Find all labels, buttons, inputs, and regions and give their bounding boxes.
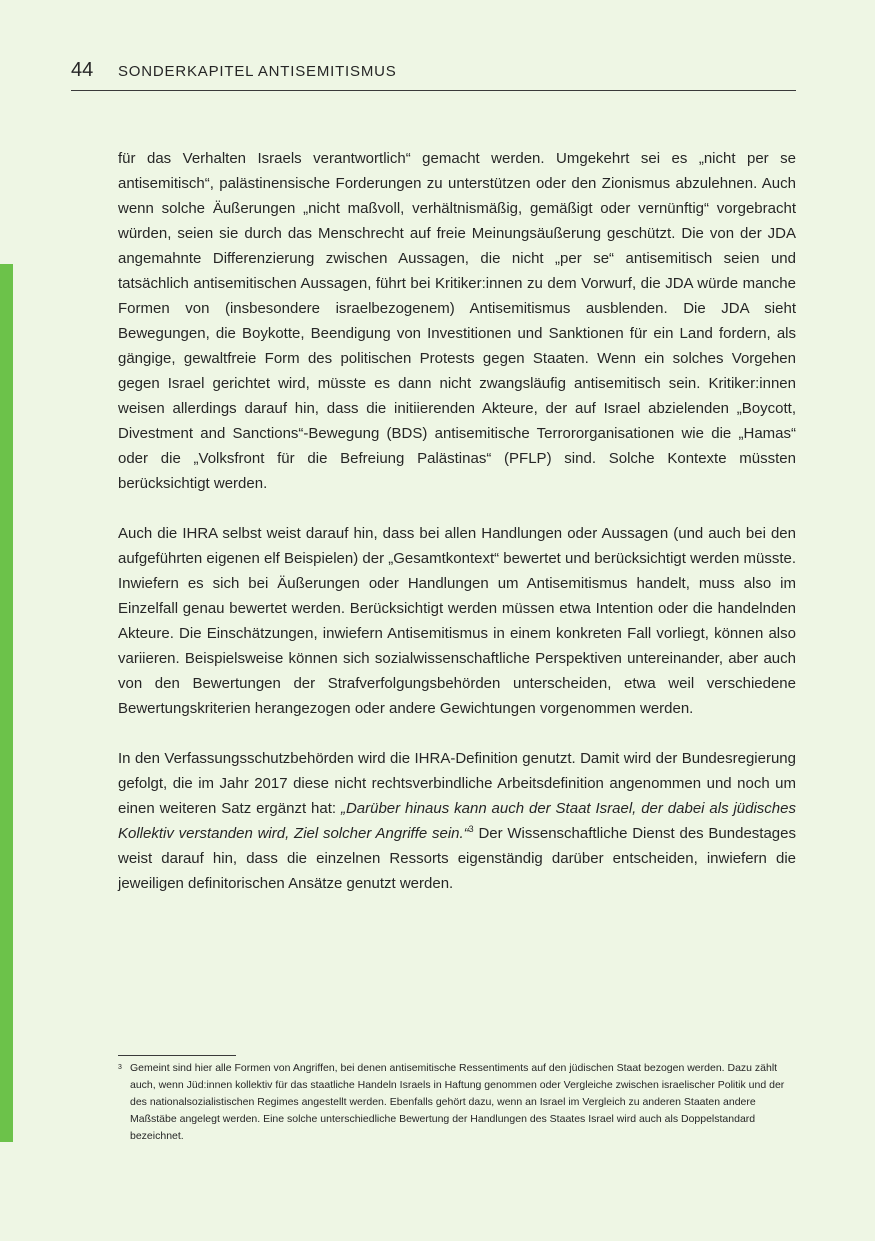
paragraph-1: für das Verhalten Israels verantwortlich“ gemacht werden. Umgekehrt sei es „nicht per se antisemitisch“, palästinensische Forderungen zu unterstützen oder den Zionismus abzulehnen. Auch wenn solche Äußerungen „nicht maßvoll, verhältnismäßig, gemäßigt oder vernünftig“ vorgebracht würden, seien sie durch das Menschrecht auf freie Meinungsäußerung geschützt. Die von der JDA angemahnte Differenzierung zwischen Aussagen, die nicht „per se“ antisemitisch seien und tatsächlich antisemitischen Aussagen, führt bei Kritiker:innen zu dem Vorwurf, die JDA würde manche Formen von (insbesondere israelbezogenem) Antisemitismus ausblenden. Die JDA sieht Bewegungen, die Boykotte, Beendigung von Investitionen und Sanktionen für ein Land fordern, als gängige, gewaltfreie Form des politischen Protests gegen Staaten. Wenn ein solches Vorgehen gegen Israel gerichtet wird, müsste es dann nicht zwangsläufig antisemitisch sein. Kritiker:innen weisen allerdings darauf hin, dass die initiierenden Akteure, der auf Israel abzielenden „Boycott, Divestment and Sanctions“-Bewegung (BDS) antisemitische Terrororganisationen wie die „Hamas“ oder die „Volksfront für die Befreiung Palästinas“ (PFLP) sind. Solche Kontexte müssten berücksichtigt werden. (118, 150, 796, 492)
body-text (118, 146, 796, 896)
paragraph-2: Auch die IHRA selbst weist darauf hin, dass bei allen Handlungen oder Aussagen (und auch bei den aufgeführten eigenen elf Beispielen) der „Gesamtkontext“ bewertet und berücksichtigt werden müsste. Inwiefern es sich bei Äußerungen oder Handlungen um Antisemitismus handelt, muss also im Einzelfall genau bewertet werden. Berücksichtigt werden müssen etwa Intention oder die handelnden Akteure. Die Einschätzungen, inwiefern Antisemitismus in einem konkreten Fall vorliegt, können also variieren. Beispielsweise können sich sozialwissenschaftliche Perspektiven untereinander, aber auch von den Bewertungen der Strafverfolgungsbehörden unterscheiden, etwa weil verschiedene Bewertungskriterien herangezogen oder andere Gewichtungen vorgenommen werden. (118, 525, 796, 717)
footnote-reference[interactable]: 3 (468, 824, 474, 834)
footnote-divider (118, 1055, 236, 1056)
footnote-number: 3 (118, 1064, 122, 1071)
quote-italic: „Darüber hinaus kann auch der Staat Israel, der dabei als jüdisches Kollektiv verstanden wird, Ziel solcher Angriffe sein.“ (118, 800, 796, 842)
paragraph-3-text-end: Der Wissenschaftliche Dienst des Bundestages weist darauf hin, dass die einzelnen Ressorts eigenständig darüber entscheiden, inwiefern die jeweiligen definitorischen Ansätze genutzt werden. (118, 825, 796, 892)
running-head: SONDERKAPITEL ANTISEMITISMUS (118, 63, 397, 80)
footnote-text: Gemeint sind hier alle Formen von Angriffen, bei denen antisemitische Ressentiments auf den jüdischen Staat bezogen werden. Dazu zählt auch, wenn Jüd:innen kollektiv für das staatliche Handeln Israels in Haftung genommen oder Vergleiche zwischen israelischer Politik und der des nationalsozialistischen Regimes angestellt werden. Ebenfalls gehört dazu, wenn an Israel im Vergleich zu anderen Staaten andere Maßstäbe angelegt werden. Eine solche unterschiedliche Bewertung der Handlungen des Staates Israel wird auch als Doppelstandard bezeichnet. (130, 1062, 785, 1142)
footnote (118, 1060, 796, 1145)
paragraph-3-text: In den Verfassungsschutzbehörden wird die IHRA-Definition genutzt. Damit wird der Bundesregierung gefolgt, die im Jahr 2017 diese nicht rechtsverbindliche Arbeitsdefinition angenommen und noch um einen weiteren Satz ergänzt hat: (118, 750, 796, 817)
page-number: 44 (71, 59, 94, 81)
green-accent-bar (0, 264, 13, 1142)
page-header (71, 58, 796, 91)
paragraph-3 (118, 746, 796, 896)
